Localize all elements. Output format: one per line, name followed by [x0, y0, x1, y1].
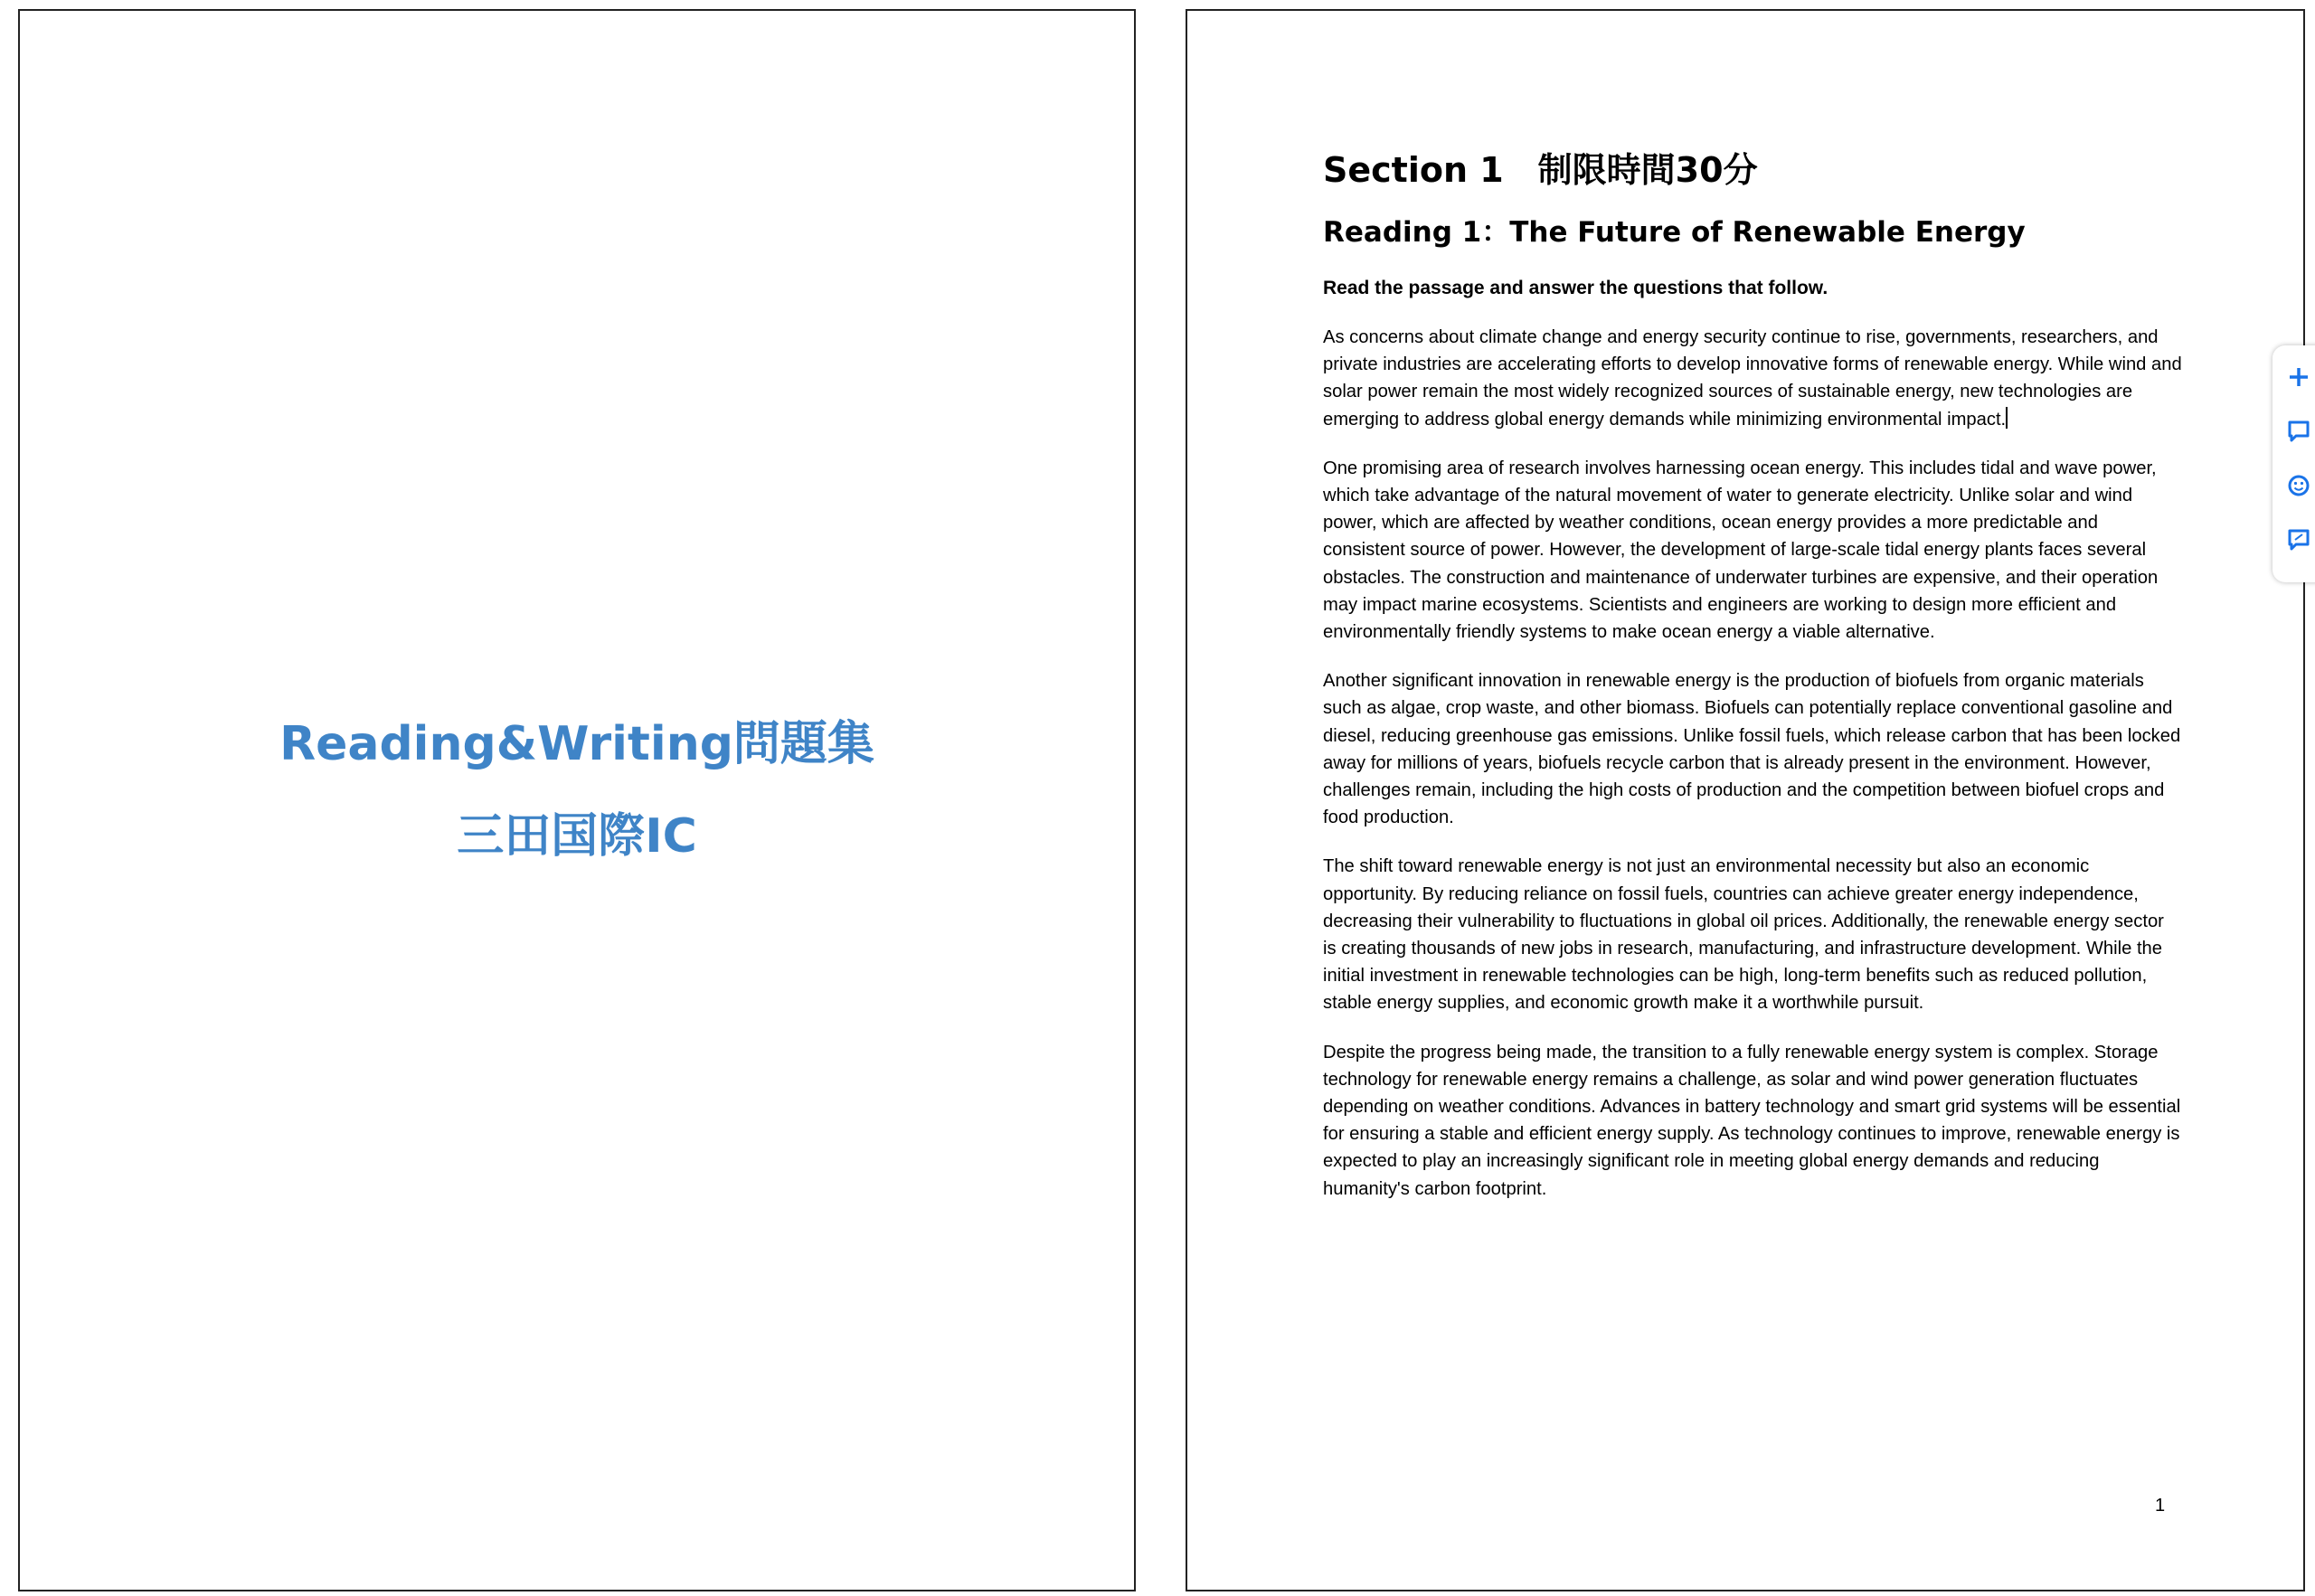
passage-paragraph[interactable]: Another significant innovation in renewable energy is the production of biofuels from organic materials such as algae, crop waste, and other biomass. Biofuels can potentially replace conventional gasoline and diesel, reducing greenhouse gas emissions. Unlike fossil fuels, which release carbon that has been locked away for millions of years, biofuels recycle carbon that is already present in the environment. However, challenges remain, including the high costs of production and the competition between biofuel crops and food production. — [1323, 671, 2181, 828]
cover-subtitle: 三田国際IC — [457, 809, 697, 864]
passage-paragraph[interactable]: The shift toward renewable energy is not just an environmental necessity but also an economic opportunity. By reducing reliance on fossil fuels, countries can achieve greater energy independence, decreasing their vulnerability to fluctuations in global oil prices. Additionally, the renewable energy sector is creating thousands of new jobs in research, manufacturing, and infrastructure development. While the initial investment in renewable technologies can be high, long-term benefits such as reduced pollution, stable energy supplies, and economic growth make it a worthwhile pursuit. — [1323, 856, 2164, 1014]
suggest-edit-icon[interactable] — [2285, 526, 2312, 553]
cover-page — [18, 9, 1136, 1591]
comment-icon[interactable] — [2285, 418, 2312, 445]
paragraph-text: As concerns about climate change and energy security continue to rise, governments, researchers, and private industries are accelerating efforts to develop innovative forms of renewable energy. While wind and solar power remain the most widely recognized sources of sustainable energy, new technologies are emerging to address global energy demands while minimizing environmental impact. — [1323, 327, 2182, 430]
emoji-reaction-icon[interactable] — [2285, 472, 2312, 499]
passage-paragraph[interactable]: One promising area of research involves harnessing ocean energy. This includes tidal and wave power, which take advantage of the natural movement of water to generate electricity. Unlike solar and wind power, which are affected by weather conditions, ocean energy provides a more predictable and consistent source of power. However, the development of large-scale tidal energy plants faces several obstacles. The construction and maintenance of underwater turbines are expensive, and their operation may impact marine ecosystems. Scientists and engineers are working to design more efficient and environmentally friendly systems to make ocean energy a viable alternative. — [1323, 458, 2159, 643]
instruction-text: Read the passage and answer the questions that follow. — [1323, 278, 1828, 298]
page-number: 1 — [2155, 1496, 2166, 1516]
add-comment-icon[interactable] — [2285, 364, 2312, 391]
text-cursor — [2006, 407, 2008, 429]
passage-paragraph[interactable] — [1323, 324, 2182, 433]
side-action-panel — [2272, 345, 2315, 582]
content-page[interactable] — [1186, 9, 2305, 1591]
reading-heading: Reading 1：The Future of Renewable Energy — [1323, 216, 2026, 249]
section-heading: Section 1 制限時間30分 — [1323, 150, 1758, 190]
passage-paragraph[interactable]: Despite the progress being made, the transition to a fully renewable energy system is complex. Storage technology for renewable energy remains a challenge, as solar and wind power generation fluctuates depending on weather conditions. Advances in battery technology and smart grid systems will be essential for ensuring a stable and efficient energy supply. As technology continues to improve, renewable energy is expected to play an increasingly significant role in meeting global energy demands and reducing humanity's carbon footprint. — [1323, 1042, 2181, 1199]
document-body[interactable] — [1323, 146, 2182, 1224]
cover-title: Reading&Writing問題集 — [279, 717, 874, 771]
